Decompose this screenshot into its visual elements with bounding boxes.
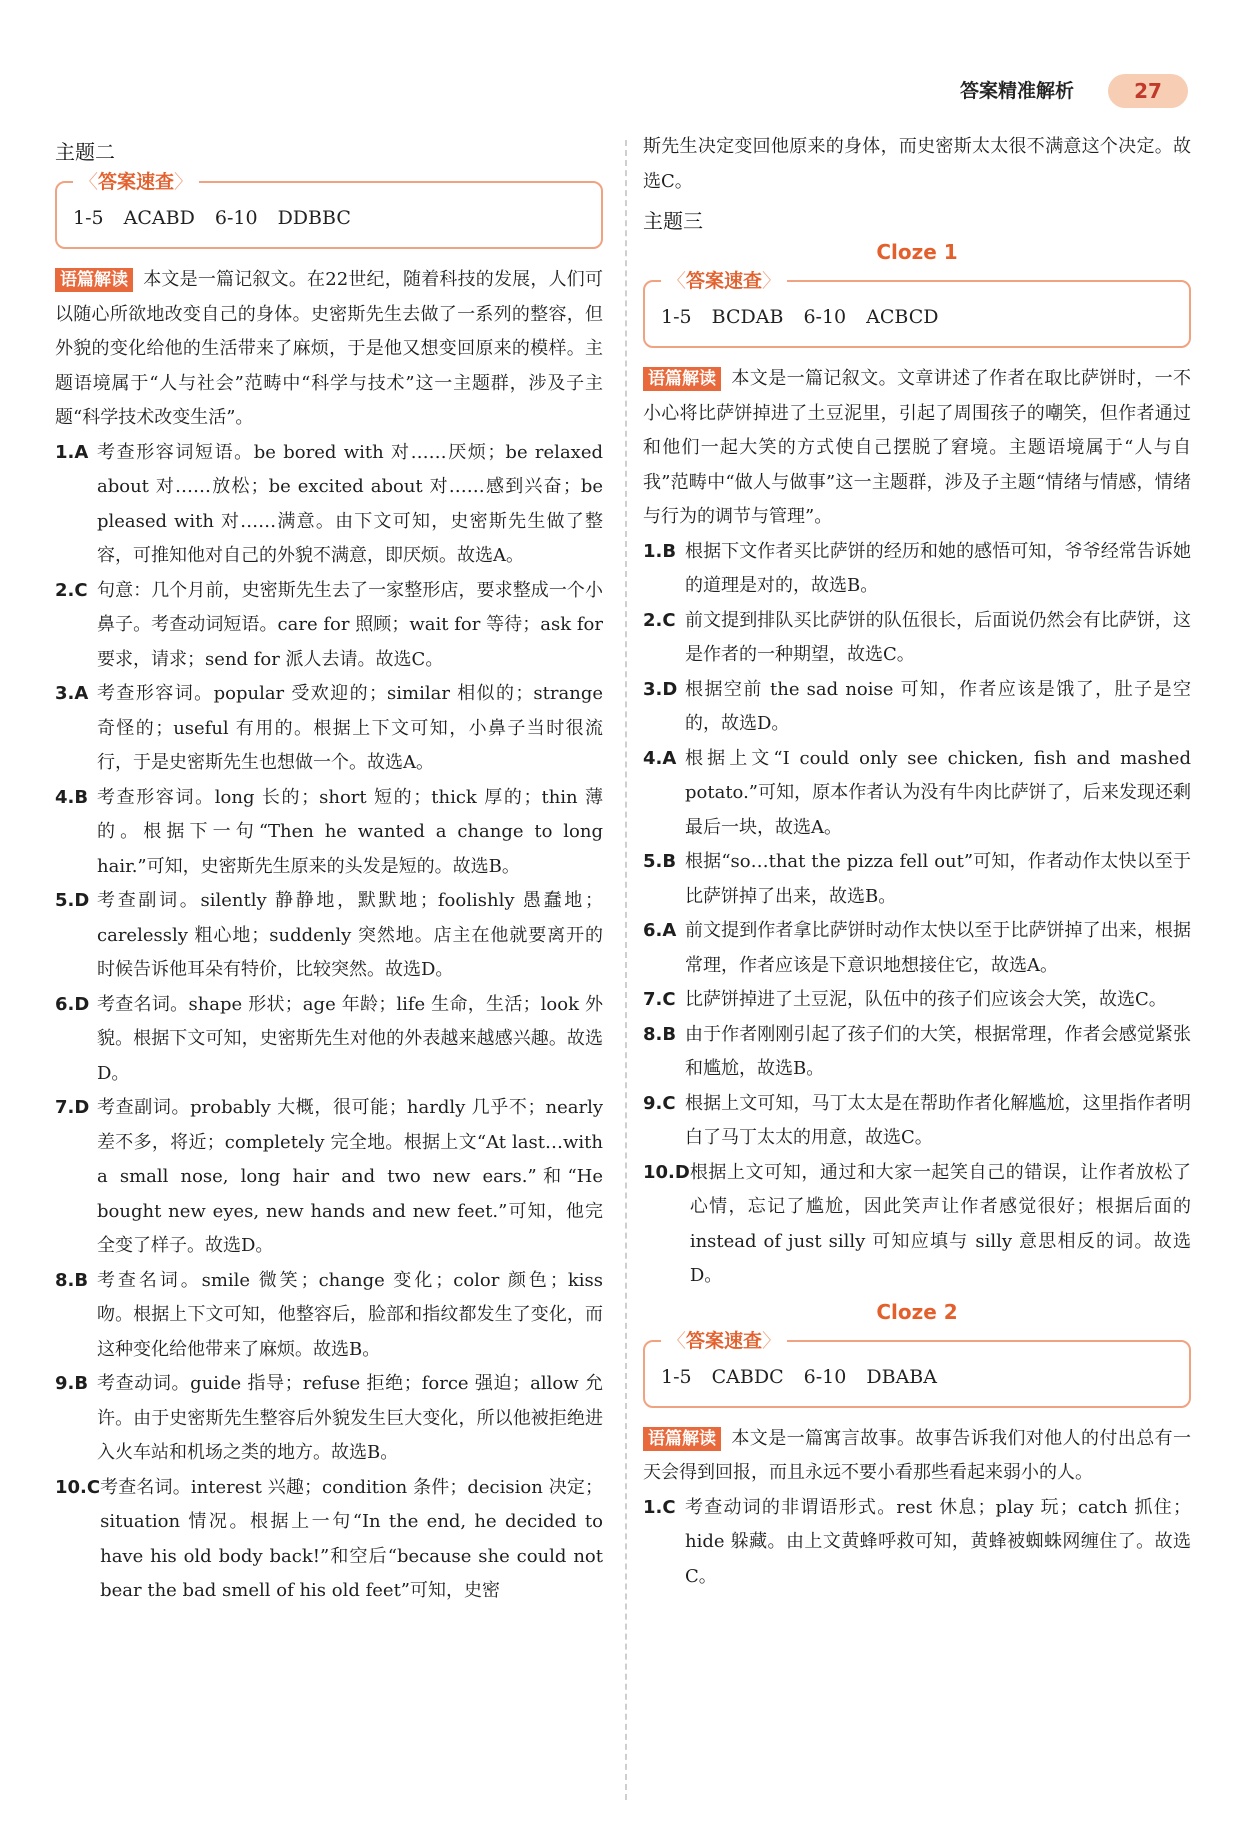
explanation-list bbox=[643, 535, 1191, 1294]
answer-tab: 〈答案速查〉 bbox=[73, 169, 199, 195]
item-text: 比萨饼掉进了土豆泥，队伍中的孩子们应该会大笑，故选C。 bbox=[685, 989, 1167, 1010]
item-number: 1.A bbox=[55, 441, 89, 463]
page-number-badge: 27 bbox=[1108, 74, 1188, 108]
item-number: 6.A bbox=[643, 920, 677, 941]
item-text: 前文提到排队买比萨饼的队伍很长，后面说仍然会有比萨饼，这是作者的一种期望，故选C。 bbox=[685, 609, 1191, 665]
list-item bbox=[643, 673, 1191, 742]
list-item bbox=[55, 436, 603, 574]
analysis-text: 本文是一篇寓言故事。故事告诉我们对他人的付出总有一天会得到回报，而且永远不要小看那些看起来弱小的人。 bbox=[643, 1427, 1191, 1483]
item-number: 9.C bbox=[643, 1092, 676, 1114]
list-item bbox=[643, 845, 1191, 914]
analysis-tag: 语篇解读 bbox=[643, 367, 721, 391]
analysis-paragraph bbox=[55, 263, 603, 436]
answer-tab: 〈答案速查〉 bbox=[661, 268, 787, 294]
list-item bbox=[55, 988, 603, 1092]
item-number: 7.C bbox=[643, 989, 676, 1010]
item-text: 考查动词。guide 指导；refuse 拒绝；force 强迫；allow 允许。由于史密斯先生整容后外貌发生巨大变化，所以他被拒绝进入火车站和机场之类的地方。故选B。 bbox=[97, 1373, 603, 1463]
analysis-paragraph bbox=[643, 1422, 1191, 1491]
item-number: 3.D bbox=[643, 678, 678, 700]
item-text: 考查形容词。popular 受欢迎的；similar 相似的；strange 奇怪的；useful 有用的。根据上下文可知，小鼻子当时很流行，于是史密斯先生也想做一个。故选A。 bbox=[97, 683, 603, 773]
list-item bbox=[55, 1264, 603, 1368]
list-item bbox=[55, 574, 603, 678]
list-item bbox=[643, 1087, 1191, 1156]
answer-box bbox=[643, 270, 1191, 348]
list-item bbox=[55, 781, 603, 885]
right-column bbox=[643, 130, 1191, 1594]
list-item bbox=[643, 535, 1191, 604]
item-number: 1.C bbox=[643, 1496, 676, 1518]
list-item bbox=[643, 742, 1191, 846]
item-number: 4.A bbox=[643, 747, 677, 769]
item-number: 8.B bbox=[55, 1269, 89, 1291]
page-header-title: 答案精准解析 bbox=[960, 80, 1075, 102]
answer-box bbox=[55, 171, 603, 249]
analysis-tag: 语篇解读 bbox=[55, 268, 133, 292]
item-text: 根据空前 the sad noise 可知，作者应该是饿了，肚子是空的，故选D。 bbox=[685, 678, 1191, 734]
item-text: 根据上文可知，马丁太太是在帮助作者化解尴尬，这里指作者明白了马丁太太的用意，故选C。 bbox=[685, 1092, 1191, 1148]
answer-label: 答案速查 bbox=[98, 171, 175, 193]
list-item bbox=[643, 1156, 1191, 1294]
item-number: 1.B bbox=[643, 540, 677, 562]
left-column bbox=[55, 130, 603, 1609]
list-item bbox=[643, 914, 1191, 983]
column-divider bbox=[625, 140, 627, 1800]
list-item bbox=[55, 884, 603, 988]
item-text: 考查形容词。long 长的；short 短的；thick 厚的；thin 薄的。根据下一句“Then he wanted a change to long hair.”可知，史密斯先生原来的头发是短的。故选B。 bbox=[97, 786, 603, 877]
answer-text: 1-5 ACABD 6-10 DDBBC bbox=[73, 207, 351, 229]
list-item bbox=[55, 1471, 603, 1609]
item-text: 考查形容词短语。be bored with 对……厌烦；be relaxed about 对……放松；be excited about 对……感到兴奋；be pleased with 对……满意。由下文可知，史密斯先生做了整容，可推知他对自己的外貌不满意，即厌烦。故选A。 bbox=[97, 441, 603, 566]
item-number: 2.C bbox=[643, 609, 676, 631]
analysis-paragraph bbox=[643, 362, 1191, 535]
item-text: 考查名词。smile 微笑；change 变化；color 颜色；kiss 吻。根据上下文可知，他整容后，脸部和指纹都发生了变化，而这种变化给他带来了麻烦。故选B。 bbox=[97, 1269, 603, 1360]
item-text: 考查名词。shape 形状；age 年龄；life 生命，生活；look 外貌。根据下文可知，史密斯先生对他的外表越来越感兴趣。故选D。 bbox=[97, 993, 603, 1084]
item-number: 6.D bbox=[55, 993, 90, 1015]
answer-text: 1-5 CABDC 6-10 DBABA bbox=[661, 1365, 937, 1388]
analysis-text: 本文是一篇记叙文。在22世纪，随着科技的发展，人们可以随心所欲地改变自己的身体。史密斯先生去做了一系列的整容，但外貌的变化给他的生活带来了麻烦，于是他又想变回原来的模样。主题语境属于“人与社会”范畴中“科学与技术”这一主题群，涉及子主题“科学技术改变生活”。 bbox=[55, 269, 603, 428]
item-text: 根据“so…that the pizza fell out”可知，作者动作太快以至于比萨饼掉了出来，故选B。 bbox=[685, 851, 1191, 907]
theme-heading: 主题二 bbox=[55, 140, 115, 164]
answer-text: 1-5 BCDAB 6-10 ACBCD bbox=[661, 306, 939, 328]
list-item bbox=[643, 604, 1191, 673]
item-text: 考查副词。probably 大概，很可能；hardly 几乎不；nearly 差不多，将近；completely 完全地。根据上文“At last…with a small nose, long hair and two new ears.”和“He bought new eyes, new hands and new feet.”可知，他完全变了样子。故选D。 bbox=[97, 1097, 603, 1256]
item-number: 4.B bbox=[55, 786, 89, 808]
item-text: 根据下文作者买比萨饼的经历和她的感悟可知，爷爷经常告诉她的道理是对的，故选B。 bbox=[685, 540, 1191, 596]
answer-label: 答案速查 bbox=[686, 1329, 763, 1352]
list-item bbox=[643, 1018, 1191, 1087]
item-number: 9.B bbox=[55, 1373, 89, 1394]
item-text: 句意：几个月前，史密斯先生去了一家整形店，要求整成一个小鼻子。考查动词短语。care for 照顾；wait for 等待；ask for 要求，请求；send for 派人去请。故选C。 bbox=[97, 579, 603, 670]
list-item bbox=[55, 1091, 603, 1264]
item-text: 根据上文可知，通过和大家一起笑自己的错误，让作者放松了心情，忘记了尴尬，因此笑声让作者感觉很好；根据后面的 instead of just silly 可知应填与 silly 意思相反的词。故选D。 bbox=[689, 1161, 1191, 1286]
list-item bbox=[643, 1491, 1191, 1595]
item-text: 由于作者刚刚引起了孩子们的大笑，根据常理，作者会感觉紧张和尴尬，故选B。 bbox=[685, 1023, 1191, 1079]
explanation-list bbox=[643, 1491, 1191, 1595]
theme-heading: 主题三 bbox=[643, 209, 703, 233]
item-number: 3.A bbox=[55, 683, 89, 704]
continuation-text: 斯先生决定变回他原来的身体，而史密斯太太很不满意这个决定。故选C。 bbox=[643, 136, 1191, 192]
item-number: 10.C bbox=[55, 1476, 101, 1498]
list-item bbox=[643, 983, 1191, 1018]
explanation-list bbox=[55, 436, 603, 1609]
item-number: 10.D bbox=[643, 1161, 690, 1183]
list-item bbox=[55, 677, 603, 781]
analysis-tag: 语篇解读 bbox=[643, 1427, 721, 1451]
item-text: 考查名词。interest 兴趣；condition 条件；decision 决定；situation 情况。根据上一句“In the end, he decided to have his old body back!”和空后“because she could not bear the bad smell of his old feet”可知，史密 bbox=[100, 1476, 603, 1601]
cloze-title: Cloze 1 bbox=[876, 240, 958, 264]
item-number: 8.B bbox=[643, 1023, 677, 1045]
answer-tab: 〈答案速查〉 bbox=[661, 1328, 787, 1354]
item-text: 根据上文“I could only see chicken, fish and mashed potato.”可知，原本作者认为没有牛肉比萨饼了，后来发现还剩最后一块，故选A。 bbox=[685, 747, 1191, 838]
item-number: 7.D bbox=[55, 1097, 90, 1118]
answer-box bbox=[643, 1329, 1191, 1408]
list-item bbox=[55, 1367, 603, 1471]
item-text: 考查副词。silently 静静地，默默地；foolishly 愚蠢地；carelessly 粗心地；suddenly 突然地。店主在他就要离开的时候告诉他耳朵有特价，比较突然。故选D。 bbox=[97, 890, 603, 980]
cloze-title: Cloze 2 bbox=[876, 1299, 958, 1324]
item-text: 考查动词的非谓语形式。rest 休息；play 玩；catch 抓住；hide 躲藏。由上文黄蜂呼救可知，黄蜂被蜘蛛网缠住了。故选C。 bbox=[685, 1496, 1191, 1587]
answer-label: 答案速查 bbox=[686, 270, 763, 292]
item-number: 2.C bbox=[55, 579, 88, 601]
analysis-text: 本文是一篇记叙文。文章讲述了作者在取比萨饼时，一不小心将比萨饼掉进了土豆泥里，引起了周围孩子的嘲笑，但作者通过和他们一起大笑的方式使自己摆脱了窘境。主题语境属于“人与自我”范畴中“做人与做事”这一主题群，涉及子主题“情绪与情感，情绪与行为的调节与管理”。 bbox=[643, 368, 1191, 527]
item-text: 前文提到作者拿比萨饼时动作太快以至于比萨饼掉了出来，根据常理，作者应该是下意识地想接住它，故选A。 bbox=[685, 920, 1191, 976]
item-number: 5.B bbox=[643, 851, 677, 872]
item-number: 5.D bbox=[55, 890, 90, 911]
